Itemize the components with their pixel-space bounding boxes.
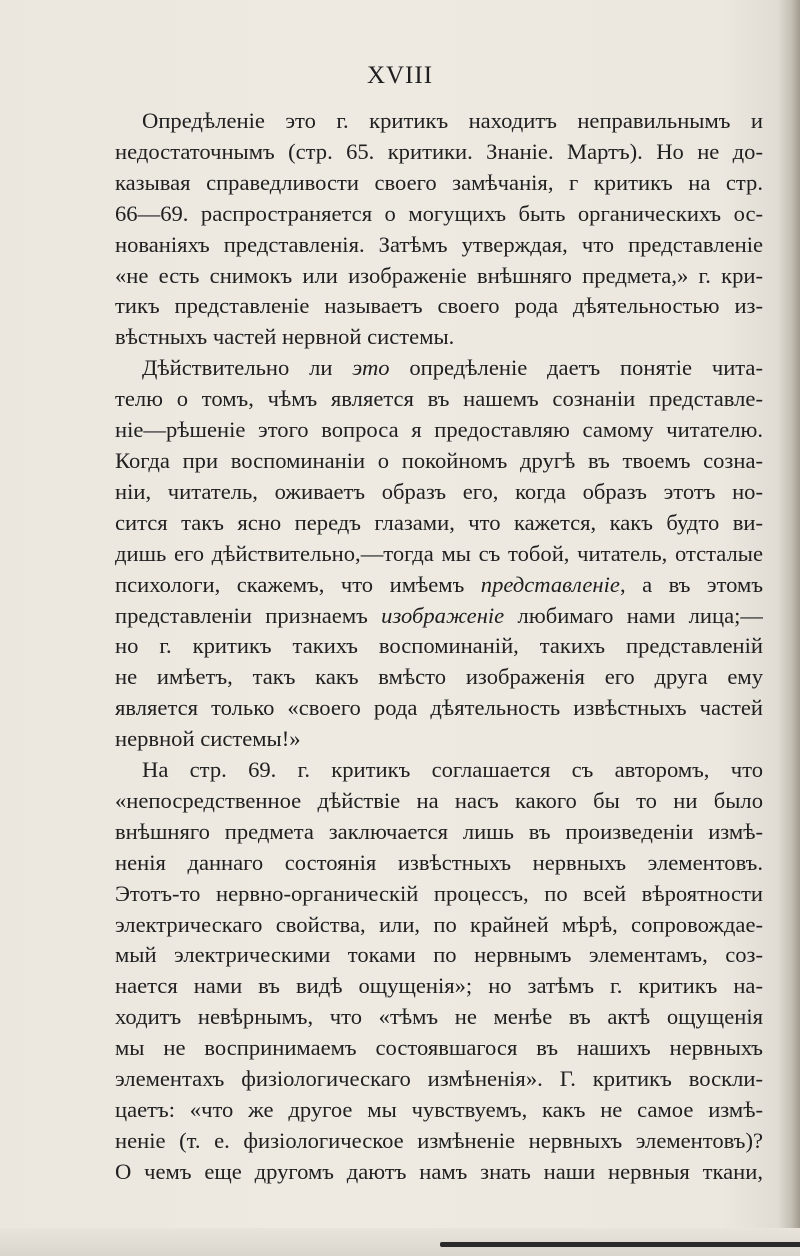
text-fragment: , а въ этомъ bbox=[619, 571, 763, 597]
text-line: внѣшняго предмета заключается лишь въ произведеніи измѣ- bbox=[115, 818, 763, 844]
text-line: тикъ представленіе называетъ своего рода дѣятельностью из- bbox=[115, 293, 763, 319]
text-line: казывая справедливости своего замѣчанія, г критикъ на стр. bbox=[115, 169, 763, 195]
text-line: не имѣетъ, такъ какъ вмѣсто изображенія его друга ему bbox=[115, 664, 763, 690]
page-bottom-edge bbox=[0, 1228, 800, 1256]
text-line: ходитъ невѣрнымъ, что «тѣмъ не менѣе въ актѣ ощущенія bbox=[115, 1004, 763, 1030]
text-fragment: представленіи признаемъ bbox=[115, 602, 382, 628]
text-line: является только «своего рода дѣятельность извѣстныхъ частей bbox=[115, 695, 763, 721]
text-fragment: психологи, скажемъ, что имѣемъ bbox=[115, 571, 481, 597]
text-fragment: любимаго нами лица;— bbox=[504, 602, 763, 628]
text-fragment: Дѣйствительно ли bbox=[142, 355, 353, 381]
bottom-rule bbox=[440, 1242, 800, 1247]
text-line: мы не воспринимаемъ состоявшагося въ нашихъ нервныхъ bbox=[115, 1035, 763, 1061]
page-number: XVIII bbox=[366, 62, 434, 89]
text-fragment: опредѣленіе даетъ понятіе чита- bbox=[389, 355, 763, 381]
text-line: Когда при воспоминаніи о покойномъ другѣ въ твоемъ созна- bbox=[115, 447, 763, 473]
text-line: ненія даннаго состоянія извѣстныхъ нервныхъ элементовъ. bbox=[115, 849, 763, 875]
italic-phrase: изображеніе bbox=[381, 602, 505, 628]
text-line: Опредѣленіе это г. критикъ находитъ неправильнымъ и bbox=[142, 108, 763, 133]
text-line: сится такъ ясно передъ глазами, что кажется, какъ будто ви- bbox=[115, 509, 763, 535]
text-line: недостаточнымъ (стр. 65. критики. Знаніе. Мартъ). Но не до- bbox=[115, 138, 763, 164]
text-line: «не есть снимокъ или изображеніе внѣшняго предмета,» г. кри- bbox=[115, 262, 763, 288]
text-line: ніи, читатель, оживаетъ образъ его, когда образъ этотъ но- bbox=[115, 478, 763, 504]
text-line: цаетъ: «что же другое мы чувствуемъ, какъ не самое измѣ- bbox=[115, 1097, 763, 1122]
text-line: нованіяхъ представленія. Затѣмъ утверждая, что представленіе bbox=[115, 231, 763, 257]
text-line: вѣстныхъ частей нервной системы. bbox=[115, 324, 455, 350]
text-line bbox=[115, 570, 763, 601]
text-line: О чемъ еще другомъ даютъ намъ знать наши нервныя ткани, bbox=[115, 1158, 763, 1184]
text-line: неніе (т. е. физіологическое измѣненіе нервныхъ элементовъ)? bbox=[115, 1127, 763, 1153]
text-line: «непосредственное дѣйствіе на насъ какого бы то ни было bbox=[115, 787, 763, 813]
text-line: 66—69. распространяется о могущихъ быть органическихъ ос- bbox=[115, 200, 763, 226]
text-line: элементахъ физіологическаго измѣненія». Г. критикъ воскли- bbox=[115, 1066, 763, 1092]
text-line: но г. критикъ такихъ воспоминаній, такихъ представленій bbox=[115, 633, 763, 659]
text-line: ніе—рѣшеніе этого вопроса я предоставляю самому читателю. bbox=[115, 417, 763, 443]
text-line: Этотъ-то нервно-органическій процессъ, по всей вѣроятности bbox=[115, 880, 763, 906]
text-line: электрическаго свойства, или, по крайней мѣрѣ, сопровождае- bbox=[115, 911, 763, 937]
text-line: На стр. 69. г. критикъ соглашается съ авторомъ, что bbox=[142, 757, 763, 783]
text-line bbox=[115, 601, 763, 632]
italic-phrase: представленіе bbox=[480, 571, 620, 597]
italic-phrase: это bbox=[352, 355, 390, 381]
text-line: телю о томъ, чѣмъ является въ нашемъ сознаніи представле- bbox=[115, 386, 763, 412]
text-line: нервной системы!» bbox=[115, 726, 301, 752]
body-text bbox=[115, 106, 763, 1188]
text-line: нается нами въ видѣ ощущенія»; но затѣмъ г. критикъ на- bbox=[115, 973, 763, 999]
text-line: мый электрическими токами по нервнымъ элементамъ, соз- bbox=[115, 942, 763, 968]
text-line: дишь его дѣйствительно,—тогда мы съ тобой, читатель, отсталые bbox=[115, 540, 763, 566]
page-edge-shadow bbox=[778, 0, 800, 1256]
text-line bbox=[115, 353, 763, 384]
